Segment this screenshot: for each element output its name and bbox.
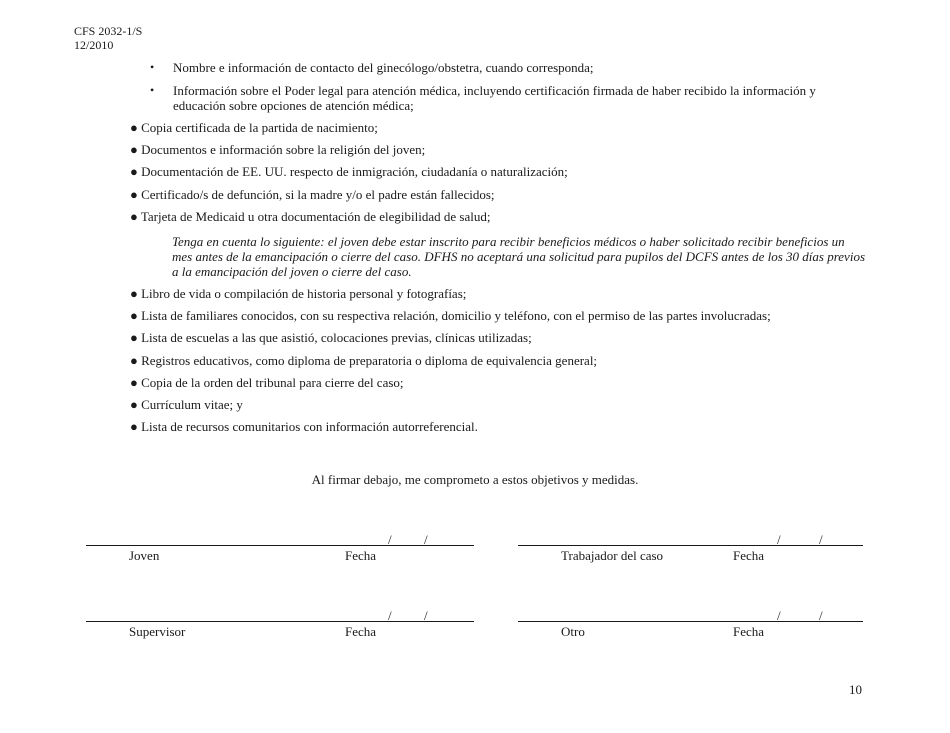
bullet-icon: ● bbox=[130, 374, 142, 390]
list-item-text: Certificado/s de defunción, si la madre y/o el padre están fallecidos; bbox=[141, 186, 495, 202]
bullet-icon: ● bbox=[130, 285, 142, 301]
list-item bbox=[130, 142, 870, 164]
bullet-icon: ● bbox=[130, 186, 142, 202]
supervisor-label: Supervisor bbox=[129, 624, 186, 639]
list-item bbox=[130, 209, 870, 231]
page-number: 10 bbox=[849, 682, 862, 697]
list-item-text: Información sobre el Poder legal para atención médica, incluyendo certificación firmada de haber recibido la información y educación sobre opciones de atención médica; bbox=[173, 83, 816, 113]
youth-label: Joven bbox=[129, 548, 160, 563]
bullet-icon: ● bbox=[130, 396, 142, 412]
caseworker-label: Trabajador del caso bbox=[561, 548, 664, 563]
date-label: Fecha bbox=[733, 548, 765, 563]
list-item-text: Lista de recursos comunitarios con información autorreferencial. bbox=[141, 419, 478, 435]
list-item bbox=[130, 286, 870, 308]
bullet-icon: ● bbox=[130, 419, 142, 435]
bullet-icon: ● bbox=[130, 352, 142, 368]
other-signature-line[interactable] bbox=[518, 621, 863, 622]
date-separator: / bbox=[388, 532, 392, 547]
form-number: CFS 2032-1/S bbox=[74, 24, 143, 38]
form-date: 12/2010 bbox=[74, 38, 114, 52]
medicaid-note: Tenga en cuenta lo siguiente: el joven debe estar inscrito para recibir beneficios médicos o haber solicitado recibir beneficios un mes antes de la emancipación o cierre del caso. DFHS no aceptará una solicitud para pupilos del DCFS antes de los 30 días previos a la emancipación del joven o cierre del caso. bbox=[172, 233, 865, 279]
date-separator: / bbox=[819, 608, 823, 623]
list-item bbox=[130, 187, 870, 209]
list-item bbox=[130, 375, 870, 397]
date-separator: / bbox=[424, 532, 428, 547]
date-separator: / bbox=[777, 608, 781, 623]
list-item-text: Documentos e información sobre la religión del joven; bbox=[141, 142, 426, 158]
list-item-text: Documentación de EE. UU. respecto de inmigración, ciudadanía o naturalización; bbox=[141, 164, 568, 180]
list-item-text: Libro de vida o compilación de historia personal y fotografías; bbox=[141, 285, 467, 301]
bullet-icon: ● bbox=[130, 120, 142, 135]
list-item bbox=[130, 397, 870, 419]
list-item bbox=[150, 83, 840, 113]
list-item bbox=[130, 330, 870, 352]
list-item-text: Registros educativos, como diploma de preparatoria o diploma de equivalencia general; bbox=[141, 352, 598, 368]
list-item bbox=[130, 164, 870, 186]
bullet-icon: ● bbox=[130, 164, 142, 180]
caseworker-signature-line[interactable] bbox=[518, 545, 863, 546]
supervisor-signature-line[interactable] bbox=[86, 621, 474, 622]
list-item bbox=[150, 60, 840, 75]
document-checklist bbox=[130, 120, 870, 441]
list-item-text: Copia certificada de la partida de nacimiento; bbox=[141, 120, 378, 135]
date-label: Fecha bbox=[345, 624, 377, 639]
other-label: Otro bbox=[561, 624, 585, 639]
list-item-text: Tarjeta de Medicaid u otra documentación de elegibilidad de salud; bbox=[140, 208, 491, 224]
list-item-text: Copia de la orden del tribunal para cierre del caso; bbox=[141, 374, 404, 390]
bullet-icon: ● bbox=[130, 308, 142, 324]
date-separator: / bbox=[777, 532, 781, 547]
date-separator: / bbox=[388, 608, 392, 623]
date-label: Fecha bbox=[345, 548, 377, 563]
date-label: Fecha bbox=[733, 624, 765, 639]
list-item bbox=[130, 419, 870, 441]
date-separator: / bbox=[819, 532, 823, 547]
bullet-icon: ● bbox=[130, 142, 142, 158]
list-item-text: Nombre e información de contacto del ginecólogo/obstetra, cuando corresponda; bbox=[173, 60, 594, 75]
list-item bbox=[130, 308, 870, 330]
bullet-icon: ● bbox=[130, 208, 141, 224]
list-item-text: Lista de escuelas a las que asistió, colocaciones previas, clínicas utilizadas; bbox=[141, 330, 532, 346]
form-header bbox=[74, 24, 142, 52]
bullet-icon: • bbox=[150, 60, 155, 74]
commitment-statement: Al firmar debajo, me comprometo a estos objetivos y medidas. bbox=[311, 472, 639, 487]
list-item-text: Lista de familiares conocidos, con su respectiva relación, domicilio y teléfono, con el permiso de las partes involucradas; bbox=[141, 308, 771, 324]
date-separator: / bbox=[424, 608, 428, 623]
sub-bullet-list bbox=[150, 60, 840, 121]
bullet-icon: ● bbox=[130, 330, 142, 346]
list-item-text: Currículum vitae; y bbox=[141, 396, 243, 412]
list-item bbox=[130, 353, 870, 375]
list-item bbox=[130, 120, 870, 142]
youth-signature-line[interactable] bbox=[86, 545, 474, 546]
bullet-icon: • bbox=[150, 83, 155, 97]
